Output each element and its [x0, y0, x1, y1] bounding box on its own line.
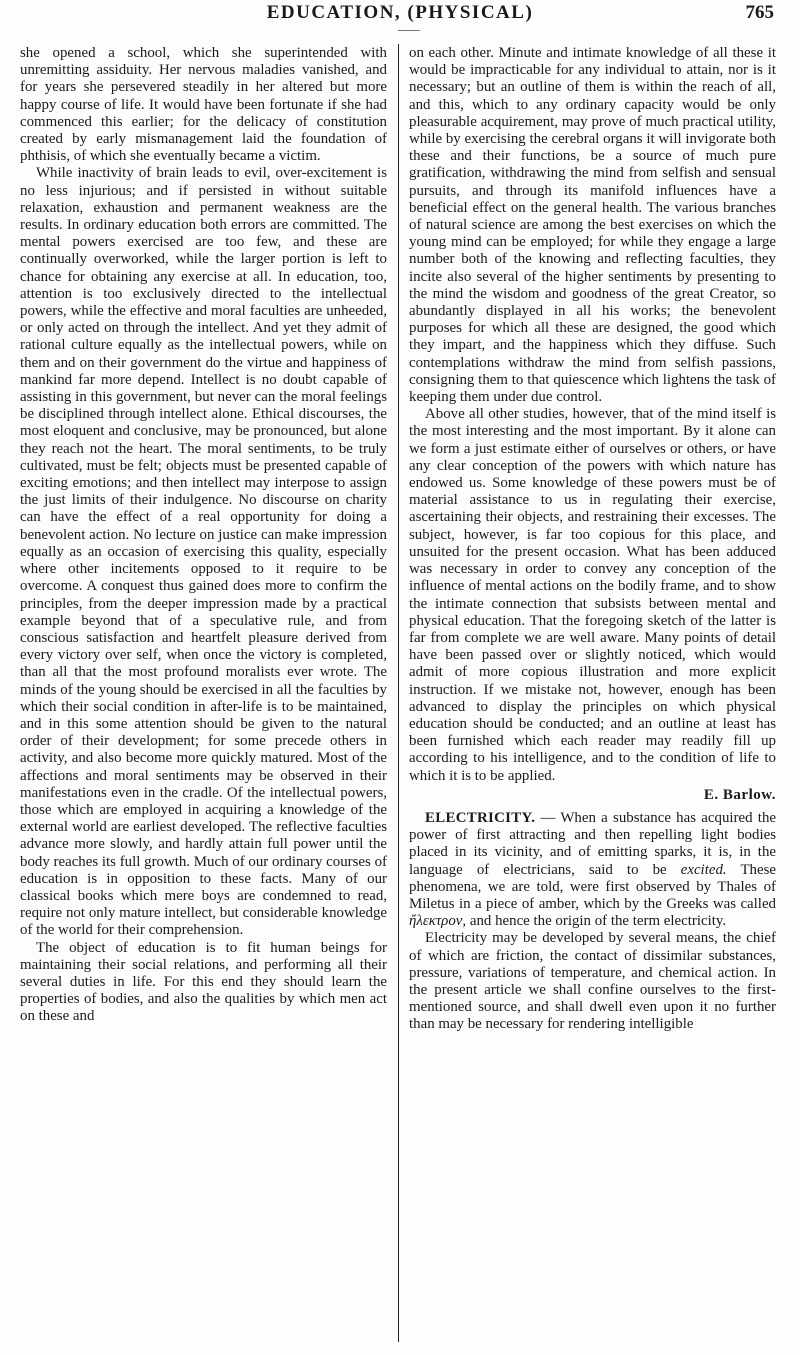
left-column [20, 45, 387, 1345]
entry-text: These phenomena, we are told, were first observed by Thales of Miletus in a piece of amber, which by the Greeks was called [409, 861, 776, 912]
paragraph: Electricity may be developed by several means, the chief of which are friction, the contact of dissimilar substances, pressure, variations of temperature, and chemical action. In the present article we shall confine ourselves to the first-mentioned source, and shall dwell even upon it no further than may be necessary for rendering intelligible [409, 930, 776, 1033]
right-column [409, 45, 776, 1345]
running-title: EDUCATION, (PHYSICAL) [266, 2, 534, 23]
page-header [0, 0, 800, 44]
greek-term: ἤλεκτρον, [409, 913, 467, 930]
italic-term: excited. [680, 861, 727, 878]
header-ornament-rule [398, 30, 420, 31]
entry-headword: ELECTRICITY. [425, 809, 536, 826]
entry-paragraph [409, 810, 776, 930]
paragraph: Above all other studies, however, that of the mind itself is the most interesting and the most important. By it alone can we form a just estimate either of ourselves or others, or have any clear conception of the powers with which nature has endowed us. Some knowledge of these powers must be of material assistance to us in regulating their exercise, ascertaining their objects, and restraining their excesses. The subject, however, is far too copious for this place, and unsuited for the present occasion. What has been adduced was necessary in order to convey any conception of the influence of mental actions on the bodily frame, and to show the intimate connection that subsists between mental and physical education. That the foregoing sketch of the latter is far from complete we are well aware. Many points of detail have been passed over or slightly noticed, which would admit of more copious illustration and more explicit instruction. If we mistake not, however, enough has been advanced to display the principles on which physical education should be conducted; and an outline at least has been furnished which each reader may readily fill up according to his intelligence, and to the condition of life to which it is to be applied. [409, 406, 776, 784]
entry-text: — When a substance has acquired the power of first attracting and then repelling light bodies placed in its vicinity, and of emitting sparks, it is, in the language of electricians, said to be [409, 809, 776, 878]
paragraph: on each other. Minute and intimate knowledge of all these it would be impracticable for any individual to attain, nor is it necessary; but an outline of them is within the reach of all, and this, which to any ordinary capacity would be only pleasurable acquirement, may prove of much practical utility, while by exercising the cerebral organs it will invigorate both these and their functions, be a source of much pure gratification, withdrawing the mind from selfish and sensual pursuits, and through its manifold influences have a beneficial effect on the general health. The various branches of natural science are among the best exercises on which the young mind can be employed; for while they engage a large number both of the knowing and reflecting faculties, they incite also several of the higher sentiments by presenting to the mind the wisdom and goodness of the great Creator, so abundantly displayed in all his works; the benevolent purposes for which all these are designed, the good which they impart, and the happiness which they diffuse. Such contemplations withdraw the mind from selfish passions, consigning them to that quiescence which lightens the task of keeping them under due control. [409, 45, 776, 406]
column-divider [398, 44, 399, 1342]
paragraph: The object of education is to fit human beings for maintaining their social relations, and performing all their several duties in life. For this end they should learn the properties of bodies, and also the qualities by which men act on these and [20, 939, 387, 1025]
paragraph: While inactivity of brain leads to evil, over-excitement is no less injurious; and if persisted in without suitable relaxation, exhaustion and permanent weakness are the results. In ordinary education both errors are committed. The mental powers exercised are too few, and these are continually overworked, while the larger portion is left to chance for obtaining any exercise at all. In education, too, attention is too exclusively directed to the intellectual powers, while the effective and moral faculties are unheeded, or only acted on through the intellect. And yet they admit of rational culture equally as the intellectual powers, while on them and on their government do the virtue and happiness of mankind far more depend. Intellect is no doubt capable of assisting in this government, but never can the moral feelings be disciplined through intellect alone. Ethical discourses, the most eloquent and conclusive, may be pronounced, but alone they reach not the heart. The moral sentiments, to be truly cultivated, must be felt; objects must be presented capable of exciting emotions; and then intellect may interpose to assign the just limits of their indulgence. No discourse on charity can have the effect of a real opportunity for doing a benevolent action. No lecture on justice can make impression equally as an occasion of exercising this quality, especially where other incitements opposed to it require to be overcome. A conquest thus gained does more to confirm the principles, from the deeper impression made by a practical example beyond that of a speculative rule, and from conscious satisfaction and heartfelt pleasure derived from every victory over self, when once the victory is completed, than all that the most profound moralists ever wrote. The minds of the young should be exercised in all the faculties by which their social condition in after-life is to be maintained, and in this some attention should be given to the natural order of their development; for some precede others in activity, and also become more quickly matured. Most of the affections and moral sentiments may be observed in their manifestations even in the cradle. Of the intellectual powers, those which are employed in acquiring a knowledge of the external world are earliest developed. The reflective faculties advance more slowly, and hardly attain full power until the body reaches its full growth. Much of our ordinary courses of education is in opposition to these facts. Many of our classical books which mere boys are condemned to read, require not only mature intellect, but considerable knowledge of the world for their comprehension. [20, 165, 387, 939]
paragraph: she opened a school, which she superintended with unremitting assiduity. Her nervous maladies vanished, and for years she persevered steadily in her altered but more happy course of life. It would have been fortunate if she had commenced this earlier; for the delicacy of constitution created by early mismanagement laid the foundation of phthisis, of which she eventually became a victim. [20, 45, 387, 165]
page-number: 765 [745, 2, 774, 23]
entry-text: and hence the origin of the term electricity. [469, 913, 727, 930]
author-signature: E. Barlow. [703, 786, 776, 803]
